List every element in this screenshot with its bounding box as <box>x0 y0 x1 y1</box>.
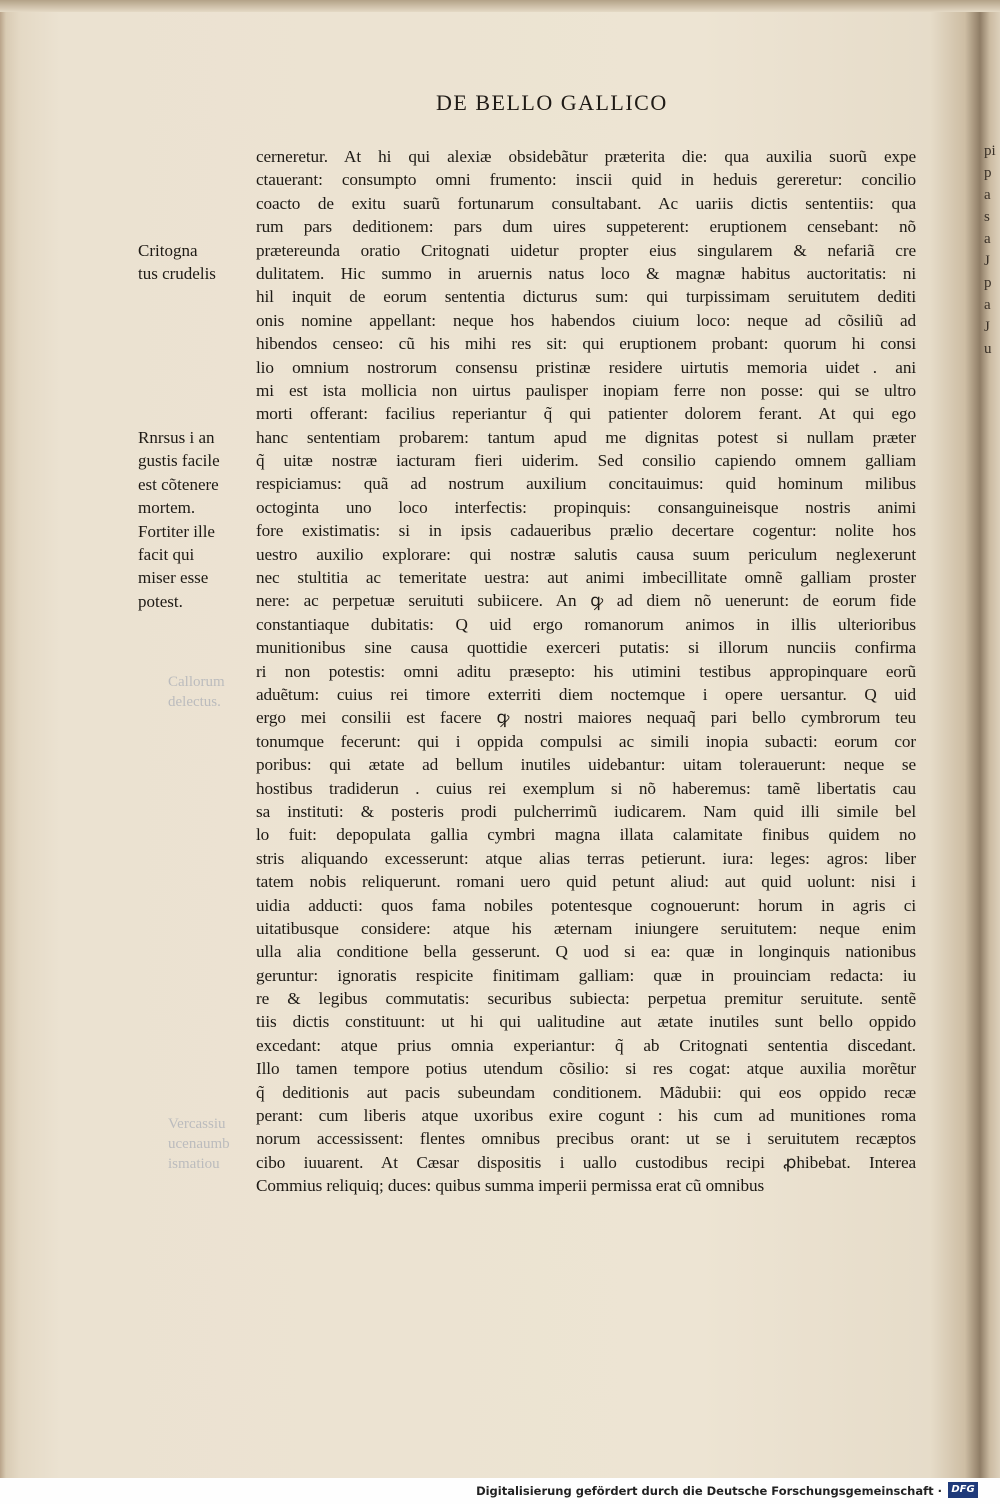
margin-line: tus crudelis <box>138 264 216 284</box>
text-line: aduẽtum: cuius rei timore exterriti diem noctemque i opere uersantur. Q uid <box>256 684 916 704</box>
margin-note-rursus <box>138 426 248 613</box>
text-line: excedant: atque prius omnia experiantur: q̃ ab Critognati sententia discedant. <box>256 1035 916 1055</box>
margin-line: Critogna <box>138 241 198 260</box>
text-line: respiciamus: quã ad nostrum auxilium concitauimus: quid hominum milibus <box>256 474 916 494</box>
text-line: Illo tamen tempore potius utendum cõsilio: si res cogat: atque auxilia morẽtur <box>256 1059 916 1079</box>
text-line: hibendos censeo: cũ his mihi res sit: qui eruptionem probant: quorum hi consi <box>256 334 916 354</box>
text-line: tonumque fecerunt: qui i oppida compulsi ac simili inopia subacti: eorum cor <box>256 731 916 751</box>
margin-line: Fortiter ille <box>138 521 215 541</box>
text-line: uitatibusque considere: atque his æternam iniungere seruitutem: neque enim <box>256 918 916 938</box>
margin-line: miser esse <box>138 568 209 588</box>
text-line: ctauerant: consumpto omni frumento: inscii quid in heduis gereretur: concilio <box>256 170 916 190</box>
text-line: ri non potestis: omni aditu præsepto: his utimini testibus appropinquare eorũ <box>256 661 916 681</box>
text-line: sa instituti: & posteris prodi pulcherrimũ iudicarem. Nam quid illi simile bel <box>256 801 916 821</box>
facing-page-letter: a <box>984 187 991 203</box>
text-line: q̃ uitæ nostræ iacturam fieri uiderim. Sed consilio capiendo omnem galliam <box>256 451 916 471</box>
margin-line: potest. <box>138 591 183 611</box>
text-line: Commius reliquiq; duces: quibus summa imperii permissa erat cũ omnibus <box>256 1176 765 1196</box>
facing-page-letter: p <box>984 275 992 291</box>
text-line: geruntur: ignoratis respicite finitimam galliam: quæ in prouinciam redacta: iu <box>256 965 916 985</box>
running-header: DE BELLO GALLICO <box>436 90 668 115</box>
text-line: morti offerant: facilius reperiantur q̃ qui patienter dolorem ferant. At qui ego <box>256 404 916 424</box>
text-line: cibo iuuarent. At Cæsar dispositis i uallo custodibus recipi ꝓhibebat. Interea <box>256 1152 916 1172</box>
faded-margin-line: Vercassiu <box>168 1116 226 1132</box>
faded-margin-line: ucenaumb <box>168 1136 230 1152</box>
facing-page-letter: p <box>984 165 992 181</box>
text-line: octoginta uno loco interfectis: propinquis: consanguineisque nostris animi <box>256 497 916 517</box>
text-line: lo fuit: depopulata gallia cymbri magna illata calamitate finibus quidem no <box>256 825 916 845</box>
text-line: mi est ista mollicia non uirtus paulisper inopiam ferre non posse: qui se ultro <box>256 380 916 400</box>
faded-margin-note-callorum <box>168 672 258 712</box>
dfg-logo: DFG <box>948 1482 978 1498</box>
text-line: hil inquit de eorum sententia dicturus sum: qui turpissimam seruitutem dediti <box>256 287 916 307</box>
margin-line: facit qui <box>138 544 195 564</box>
text-line: stris aliquando excesserunt: atque alias terras petierunt. iura: leges: agros: liber <box>256 848 916 868</box>
facing-page-letter: s <box>984 209 990 225</box>
text-line: cerneretur. At hi qui alexiæ obsidebãtur præterita die: qua auxilia suorũ expe <box>256 147 916 166</box>
facing-page-letter: J <box>984 253 990 269</box>
text-line: re & legibus commutatis: securibus subiecta: perpetua premitur seruitute. sentẽ <box>256 989 916 1009</box>
text-line: munitionibus sine causa quottidie exerceri putatis: si illorum nunciis confirma <box>256 638 916 658</box>
text-line: coacto de exitu suarũ fortunarum consultabant. Ac uariis dictis sententiis: qua <box>256 193 916 213</box>
text-line: uidia adducti: quos fama nobiles potentesque cognouerunt: horum in agris ci <box>256 895 916 915</box>
facing-page-letter: a <box>984 231 991 247</box>
faded-margin-line: Callorum <box>168 674 225 690</box>
text-line: nere: ac perpetuæ seruituti subiicere. An ꝙ ad diem nõ uenerunt: de eorum fide <box>256 591 916 611</box>
facing-page-letter: J <box>984 319 990 335</box>
text-line: hanc sententiam probarem: tantum apud me dignitas potest si nullam præter <box>256 427 916 447</box>
text-line: tatem nobis reliquerunt. romani uero quid petunt aliud: aut quid uolunt: nisi i <box>256 872 916 892</box>
page-top-edge <box>0 0 1000 12</box>
text-line: poribus: qui ætate ad bellum inutiles uidebantur: uitam tolerauerunt: neque se <box>256 755 916 775</box>
text-line: ergo mei consilii est facere ꝙ nostri maiores nequaq̃ pari bello cymbrorum teu <box>256 708 916 728</box>
facing-page-strip <box>984 140 1000 360</box>
text-line: nec stultitia ac temeritate uestra: aut animi imbecillitate omnẽ galliam proster <box>256 568 916 588</box>
text-line: q̃ deditionis aut pacis subeundam conditionem. Mãdubii: qui eos oppido recæ <box>256 1082 916 1102</box>
text-line: hostibus tradiderun . cuius rei exemplum si nõ haberemus: tamẽ libertatis cau <box>256 778 916 798</box>
faded-margin-line: ismatiou <box>168 1156 220 1172</box>
margin-line: Rnrsus i an <box>138 428 215 447</box>
facing-page-letter: u <box>984 341 992 357</box>
text-line: tiis dictis constituunt: ut hi qui ualitudine aut ætate inutiles sunt bello oppido <box>256 1012 916 1032</box>
text-line: constantiaque dubitatis: Q uid ergo romanorum animos in illis ulterioribus <box>256 614 916 634</box>
facing-page-letter: a <box>984 297 991 313</box>
margin-line: est cõtenere <box>138 474 219 494</box>
margin-line: gustis facile <box>138 451 220 471</box>
margin-line: mortem. <box>138 498 196 518</box>
text-line: fore existimatis: si in ipsis cadaueribus prælio decertare cogentur: nolite hos <box>256 521 916 541</box>
text-line: ulla alia conditione bella gesserunt. Q uod si ea: quæ in longinquis nationibus <box>256 942 916 962</box>
text-line: prætereunda oratio Critognati uidetur propter eius singularem & nefariã cre <box>256 240 916 260</box>
facing-page-letter: pi <box>984 143 996 159</box>
main-text-block <box>256 145 916 1198</box>
text-line: dulitatem. Hic summo in aruernis natus loco & magnæ habitus auctoritatis: ni <box>256 263 916 283</box>
faded-margin-line: delectus. <box>168 694 221 710</box>
text-line: uestro auxilio explorare: qui nostræ salutis causa suum periculum neglexerunt <box>256 544 916 564</box>
margin-note-critognatus <box>138 239 248 286</box>
text-line: lio omnium nostrorum consensu pristinæ residere uirtutis memoria uidet᷑. ani <box>256 357 916 377</box>
text-line: rum pars deditionem: pars dum uires suppeterent: eruptionem censebant: nõ <box>256 217 916 237</box>
footer-credit: Digitalisierung gefördert durch die Deutsche Forschungsgemeinschaft · <box>476 1484 942 1498</box>
text-line: norum accessissent: flentes omnibus precibus orant: ut se i seruitutem recæptos <box>256 1129 916 1149</box>
text-line: perant: cum liberis atque uxoribus exire cogunt᷑: his cum ad munitiones roma <box>256 1106 916 1126</box>
faded-margin-note-vercassiu <box>168 1114 258 1174</box>
text-line: onis nomine appellant: neque hos habendos ciuium loco: neque ad cõsiliũ ad <box>256 310 916 330</box>
